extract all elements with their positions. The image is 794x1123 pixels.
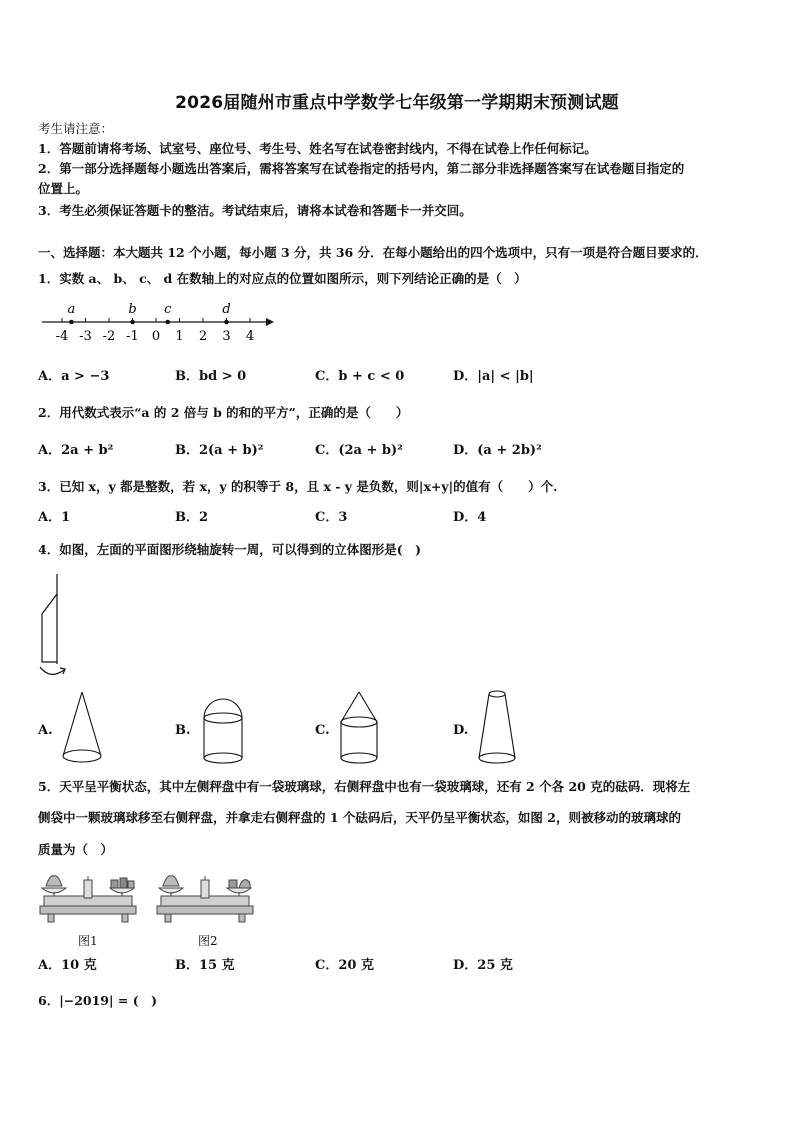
question-5-stem: 质量为（ ） [38, 842, 114, 857]
q2-option-a: A．2a + b² [38, 443, 114, 458]
q2-option-d: D．(a + 2b)² [453, 443, 542, 458]
question-6-stem: 6．|−2019| = ( ) [38, 993, 158, 1008]
q1-option-b: B．bd > 0 [175, 369, 247, 384]
number-line-tick-label: -3 [79, 329, 92, 344]
number-line-tick-label: -4 [55, 329, 69, 344]
cylinder-hemisphere-figure [200, 696, 246, 768]
q3-option-b: B．2 [175, 510, 209, 525]
q4-option-d-label: D. [453, 723, 469, 738]
number-line-tick-label: -2 [102, 329, 116, 344]
balance-figure-1 [38, 866, 138, 928]
figure-1-caption: 图1 [78, 934, 98, 948]
figure-2-caption: 图2 [198, 934, 218, 948]
frustum-figure [476, 688, 518, 768]
q1-option-a: A．a > −3 [38, 369, 110, 384]
q3-option-d: D．4 [453, 510, 487, 525]
q1-option-c: C．b + c < 0 [315, 369, 405, 384]
number-line-point [224, 320, 229, 325]
number-line-point [69, 320, 74, 325]
cone-figure [60, 690, 104, 768]
q2-option-b: B．2(a + b)² [175, 443, 264, 458]
q5-option-d: D．25 克 [453, 958, 513, 973]
question-3-stem: 3．已知 x，y 都是整数，若 x，y 的积等于 8，且 x - y 是负数，则|x+y|的值有（ ）个. [38, 479, 558, 494]
q5-option-b: B．15 克 [175, 958, 235, 973]
rotation-figure [30, 572, 80, 684]
number-line-tick-label: 3 [222, 329, 231, 344]
number-line-tick-label: 1 [175, 329, 184, 344]
number-line-tick-label: 2 [198, 329, 208, 344]
balance-figure-2 [155, 866, 255, 928]
q4-option-c-label: C. [315, 723, 330, 738]
number-line-point [165, 320, 170, 325]
plane-shape [42, 594, 57, 662]
q5-option-a: A．10 克 [38, 958, 97, 973]
question-4-stem: 4．如图，左面的平面图形绕轴旋转一周，可以得到的立体图形是( ) [38, 542, 422, 557]
page-title: 2026届随州市重点中学数学七年级第一学期期末预测试题 [175, 93, 619, 113]
number-line-point-label: a [67, 302, 76, 317]
notice-heading: 考生请注意： [38, 121, 114, 136]
number-line-point-label: b [128, 302, 137, 317]
number-line-point-label: c [164, 302, 172, 317]
notice-item: 3．考生必须保证答题卡的整洁。考试结束后，请将本试卷和答题卡一并交回。 [38, 203, 472, 218]
section-heading: 一、选择题：本大题共 12 个小题，每小题 3 分，共 36 分．在每小题给出的四个选项中，只有一项是符合题目要求的． [38, 245, 708, 260]
notice-item: 1．答题前请将考场、试室号、座位号、考生号、姓名写在试卷密封线内，不得在试卷上作任何标记。 [38, 141, 597, 156]
number-line-tick-label: 4 [245, 329, 255, 344]
q3-option-a: A．1 [38, 510, 71, 525]
q2-option-c: C．(2a + b)² [315, 443, 403, 458]
cone-cylinder-figure [338, 690, 380, 768]
question-5-stem: 5．天平呈平衡状态，其中左侧秤盘中有一袋玻璃球，右侧秤盘中也有一袋玻璃球，还有 2 个各 20 克的砝码．现将左 [38, 779, 691, 794]
question-2-stem: 2．用代数式表示“a 的 2 倍与 b 的和的平方”，正确的是（ ） [38, 405, 409, 420]
question-5-stem: 侧袋中一颗玻璃球移至右侧秤盘，并拿走右侧秤盘的 1 个砝码后，天平仍呈平衡状态，如图 2，则被移动的玻璃球的 [38, 810, 681, 825]
q3-option-c: C．3 [315, 510, 348, 525]
notice-item: 2．第一部分选择题每小题选出答案后，需将答案写在试卷指定的括号内，第二部分非选择题答案写在试卷题目指定的 [38, 161, 685, 176]
q5-option-c: C．20 克 [315, 958, 374, 973]
number-line-tick-label: -1 [126, 329, 139, 344]
number-line-point-label: d [222, 302, 231, 317]
number-line-tick-label: 0 [151, 329, 161, 344]
notice-item: 位置上。 [38, 181, 89, 196]
question-1-stem: 1．实数 a、 b、 c、 d 在数轴上的对应点的位置如图所示，则下列结论正确的是（ ） [38, 271, 527, 286]
number-line-point [130, 320, 135, 325]
arrow-icon [266, 318, 274, 326]
q4-option-b-label: B. [175, 723, 191, 738]
q1-option-d: D．|a| < |b| [453, 369, 534, 384]
q4-option-a-label: A. [38, 723, 53, 738]
number-line-figure [38, 300, 278, 345]
